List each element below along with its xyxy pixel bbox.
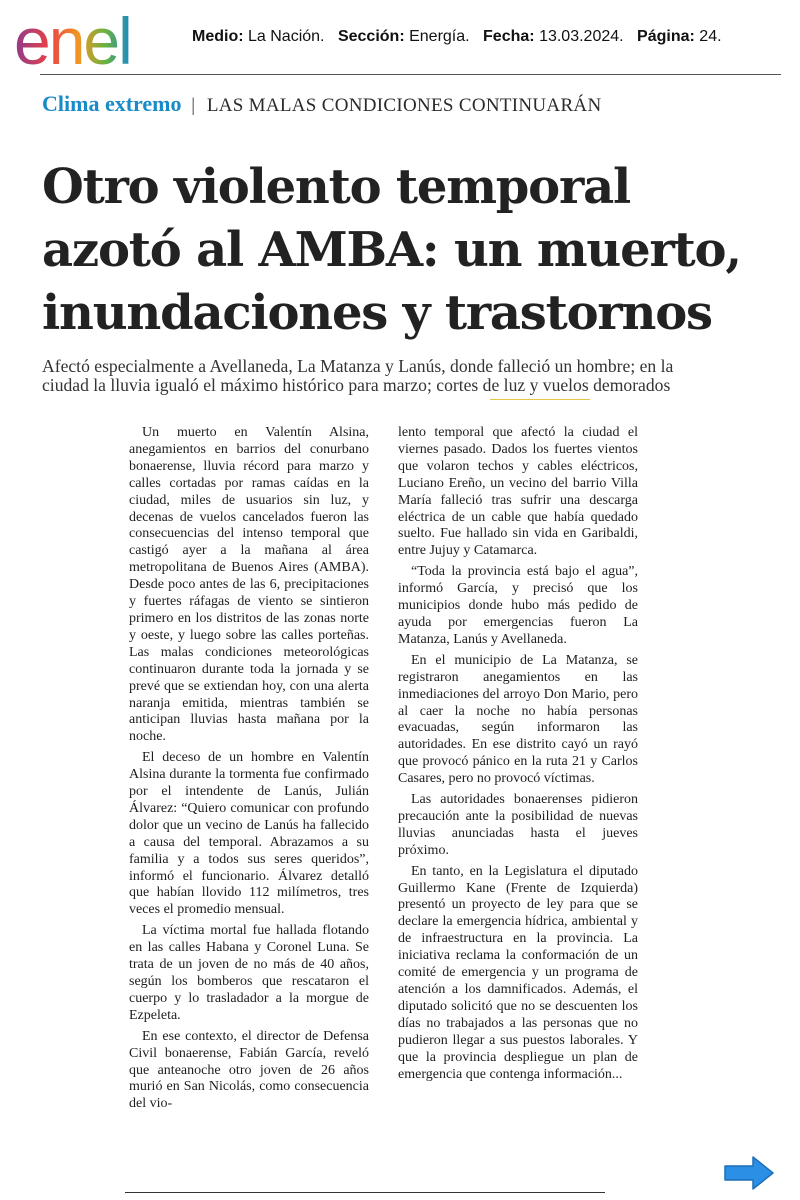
pagina-label: Página: <box>637 28 695 45</box>
headline-line-1: Otro violento temporal <box>42 159 631 215</box>
seccion-value: Energía. <box>409 28 470 45</box>
paragraph: En tanto, en la Legislatura el diputado Guillermo Kane (Frente de Izquierda) presentó un proyecto de ley para que se declare la emergencia hídrica, ambiental y de infraestructura en la provincia. La iniciativa reclama la conformación de un comité de emergencia y un programa de atención a los damnificados. Además, el diputado solicitó que no se descuenten los días no trabajados a las personas que no pudieron llegar a sus puestos laborales. Y que la provincia despliegue un plan de emergencia que contenga información... <box>398 863 638 1082</box>
fecha-value: 13.03.2024. <box>539 28 624 45</box>
header-divider <box>40 74 781 75</box>
paragraph: El deceso de un hombre en Valentín Alsina durante la tormenta fue confirmado por el intendente de Lanús, Julián Álvarez: “Quiero comunicar con profundo dolor que un vecino de Lanús ha fallecido a causa del temporal. Abrazamos a su familia y a todos sus seres queridos”, informó el funcionario. Álvarez detalló que habían llovido 112 milímetros, tres veces el promedio mensual. <box>129 750 369 918</box>
paragraph: Un muerto en Valentín Alsina, anegamientos en barrios del conurbano bonaerense, lluvia récord para marzo y calles cortadas por ramas caídas en la ciudad, miles de usuarios sin luz, y decenas de vuelos cancelados fueron las consecuencias del intenso temporal que castigó ayer a la mañana al área metropolitana de Buenos Aires (AMBA). Desde poco antes de las 6, precipitaciones y fuertes ráfagas de viento se sintieron primero en los distritos de las zonas norte y oeste, y luego sobre las calles porteñas. Las malas condiciones meteorológicas continuaron durante toda la jornada y se prevé que se extiendan hoy, con una alerta naranja emitida, mientras también se anticipan lluvias hasta mañana por la noche. <box>129 425 369 745</box>
article-deck <box>42 357 787 395</box>
medio-value: La Nación. <box>248 28 325 45</box>
arrow-right-icon[interactable] <box>723 1155 775 1191</box>
medio-label: Medio: <box>192 28 244 45</box>
paragraph: En ese contexto, el director de Defensa Civil bonaerense, Fabián García, reveló que anteanoche otro joven de 26 años murió en San Nicolás, como consecuencia del vio- <box>129 1028 369 1112</box>
headline-line-3: inundaciones y trastornos <box>42 285 712 341</box>
deck-underline <box>490 399 590 400</box>
paragraph: “Toda la provincia está bajo el agua”, informó García, y precisó que los municipios donde hubo más pedido de ayuda por emergencias fueron La Matanza, Lanús y Avellaneda. <box>398 564 638 647</box>
headline-line-2: azotó al AMBA: un muerto, <box>42 222 741 278</box>
deck-line-1: Afectó especialmente a Avellaneda, La Matanza y Lanús, donde falleció un hombre; en la <box>42 356 674 376</box>
svg-text:enel: enel <box>14 6 131 72</box>
pagina-value: 24. <box>699 28 722 45</box>
deck-line-2: ciudad la lluvia igualó el máximo histórico para marzo; cortes de luz y vuelos demorados <box>42 375 671 395</box>
paragraph: Las autoridades bonaerenses pidieron precaución ante la posibilidad de nuevas lluvias anunciadas hasta el jueves próximo. <box>398 792 638 858</box>
kicker-section: Clima extremo <box>42 91 182 116</box>
enel-logo <box>14 6 182 72</box>
fecha-label: Fecha: <box>483 28 535 45</box>
article-column-1 <box>129 425 369 1180</box>
kicker-subtitle: LAS MALAS CONDICIONES CONTINUARÁN <box>206 95 602 116</box>
paragraph: La víctima mortal fue hallada flotando en las calles Habana y Coronel Luna. Se trata de un joven de no más de 40 años, según los bomberos que rescataron el cuerpo y lo trasladador a la morgue de Ezpeleta. <box>129 923 369 1023</box>
seccion-label: Sección: <box>337 28 405 45</box>
article-column-2 <box>398 425 638 1180</box>
section-kicker <box>42 91 601 117</box>
paragraph: En el municipio de La Matanza, se registraron anegamientos en las inmediaciones del arroyo Don Mario, pero al caer la noche no había personas evacuadas, según informaron las autoridades. En ese distrito cayó un rayó que provocó pánico en la ruta 21 y Carlos Casares, pero no provocó víctimas. <box>398 652 638 787</box>
article-headline <box>42 156 782 345</box>
footer-divider <box>125 1192 605 1193</box>
publication-meta <box>192 28 722 46</box>
paragraph: lento temporal que afectó la ciudad el viernes pasado. Dados los fuertes vientos que volaron techos y cables eléctricos, Luciano Ereño, un vecino del barrio Villa María falleció tras sufrir una descarga eléctrica de un cable que había quedado suelto. Fue hallado sin vida en Garibaldi, entre Jujuy y Catamarca. <box>398 425 638 559</box>
kicker-separator: | <box>191 95 196 116</box>
